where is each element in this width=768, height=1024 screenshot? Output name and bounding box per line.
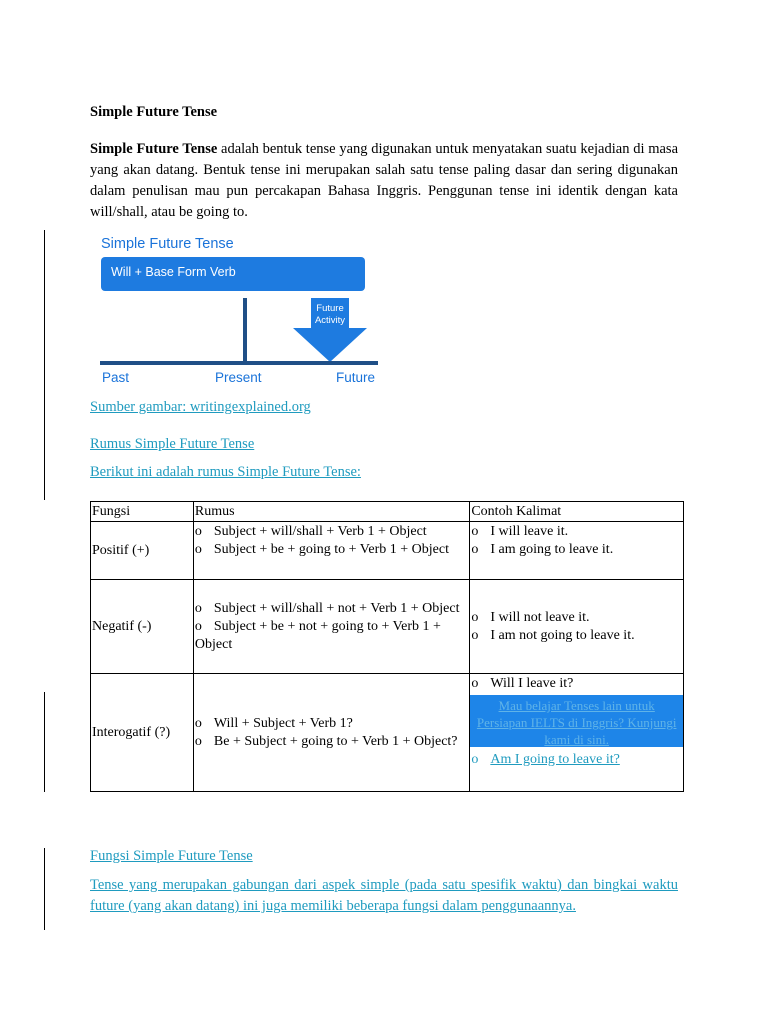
- list-item: o Will + Subject + Verb 1?: [194, 715, 353, 731]
- list-item: o Subject + be + not + going to + Verb 1 + Object: [194, 618, 441, 652]
- list-item: o Will I leave it?: [471, 676, 574, 691]
- list-item: o Be + Subject + going to + Verb 1 + Object?: [194, 733, 458, 749]
- cell-fungsi: Interogatif (?): [91, 674, 194, 792]
- list-item: o I am going to leave it.: [471, 542, 614, 557]
- timeline-diagram: [92, 232, 392, 392]
- cell-rumus: [193, 522, 469, 580]
- table-row: [91, 580, 684, 674]
- table-header-row: [91, 502, 684, 522]
- source-link[interactable]: Sumber gambar: writingexplained.org: [90, 399, 311, 415]
- label-present: Present: [215, 370, 262, 385]
- cell-rumus: [193, 580, 469, 674]
- label-future: Future: [336, 370, 376, 385]
- future-arrow-icon: [291, 298, 369, 362]
- arrow-label-2: Activity: [314, 315, 346, 326]
- list-item: o I am not going to leave it.: [471, 627, 635, 643]
- header-contoh: Contoh Kalimat: [470, 502, 684, 522]
- cell-rumus: [193, 674, 469, 792]
- header-fungsi: Fungsi: [91, 502, 194, 522]
- list-item: o Subject + will/shall + Verb 1 + Object: [194, 524, 427, 539]
- cell-fungsi: Negatif (-): [91, 580, 194, 674]
- cell-contoh: [470, 674, 684, 792]
- cell-contoh: [470, 580, 684, 674]
- list-item: o Subject + will/shall + not + Verb 1 + Object: [194, 600, 460, 616]
- fungsi-heading-link[interactable]: Fungsi Simple Future Tense: [90, 848, 253, 864]
- formula-heading-link[interactable]: Rumus Simple Future Tense: [90, 436, 255, 452]
- formula-bar: [101, 257, 365, 291]
- table-row: [91, 674, 684, 792]
- intro-text: adalah bentuk tense yang digunakan untuk menyatakan suatu kejadian di masa yang akan datang. Bentuk tense ini merupakan salah satu tense paling dasar dan sering digunakan dalam penulisan mau pun percakapan Bahasa Inggris. Penggunan tense ini identik dengan kata will/shall, atau be going to.: [90, 141, 679, 220]
- fungsi-text-link[interactable]: Tense yang merupakan gabungan dari aspek simple (pada satu spesifik waktu) dan bingkai waktu future (yang akan datang) ini juga memiliki beberapa fungsi dalam penggunaannya.: [90, 877, 678, 914]
- label-past: Past: [102, 370, 130, 385]
- list-item: o I will not leave it.: [471, 609, 590, 625]
- list-item: o Subject + be + going to + Verb 1 + Object: [194, 542, 449, 557]
- timeline-axis: [100, 361, 378, 365]
- ad-highlight-link[interactable]: Mau belajar Tenses lain untuk Persiapan IELTS di Inggris? Kunjungi kami di sini.: [470, 695, 683, 747]
- margin-change-bar: [44, 230, 45, 500]
- formula-bar-label: Will + Base Form Verb: [111, 265, 236, 279]
- margin-change-bar: [44, 848, 45, 930]
- diagram-title: Simple Future Tense: [101, 236, 234, 252]
- intro-bold-term: Simple Future Tense: [90, 141, 218, 157]
- formula-intro-link[interactable]: Berikut ini adalah rumus Simple Future Tense:: [90, 464, 361, 480]
- intro-paragraph: [90, 139, 678, 223]
- list-item: o I will leave it.: [471, 524, 569, 539]
- header-rumus: Rumus: [193, 502, 469, 522]
- arrow-label-1: Future: [316, 303, 344, 314]
- cell-contoh: [470, 522, 684, 580]
- example-link[interactable]: o Am I going to leave it?: [471, 752, 620, 767]
- cell-fungsi: Positif (+): [91, 522, 194, 580]
- margin-change-bar: [44, 692, 45, 792]
- table-row: [91, 522, 684, 580]
- formula-table: [90, 501, 684, 792]
- page-title: Simple Future Tense: [90, 104, 218, 120]
- present-marker: [243, 298, 247, 362]
